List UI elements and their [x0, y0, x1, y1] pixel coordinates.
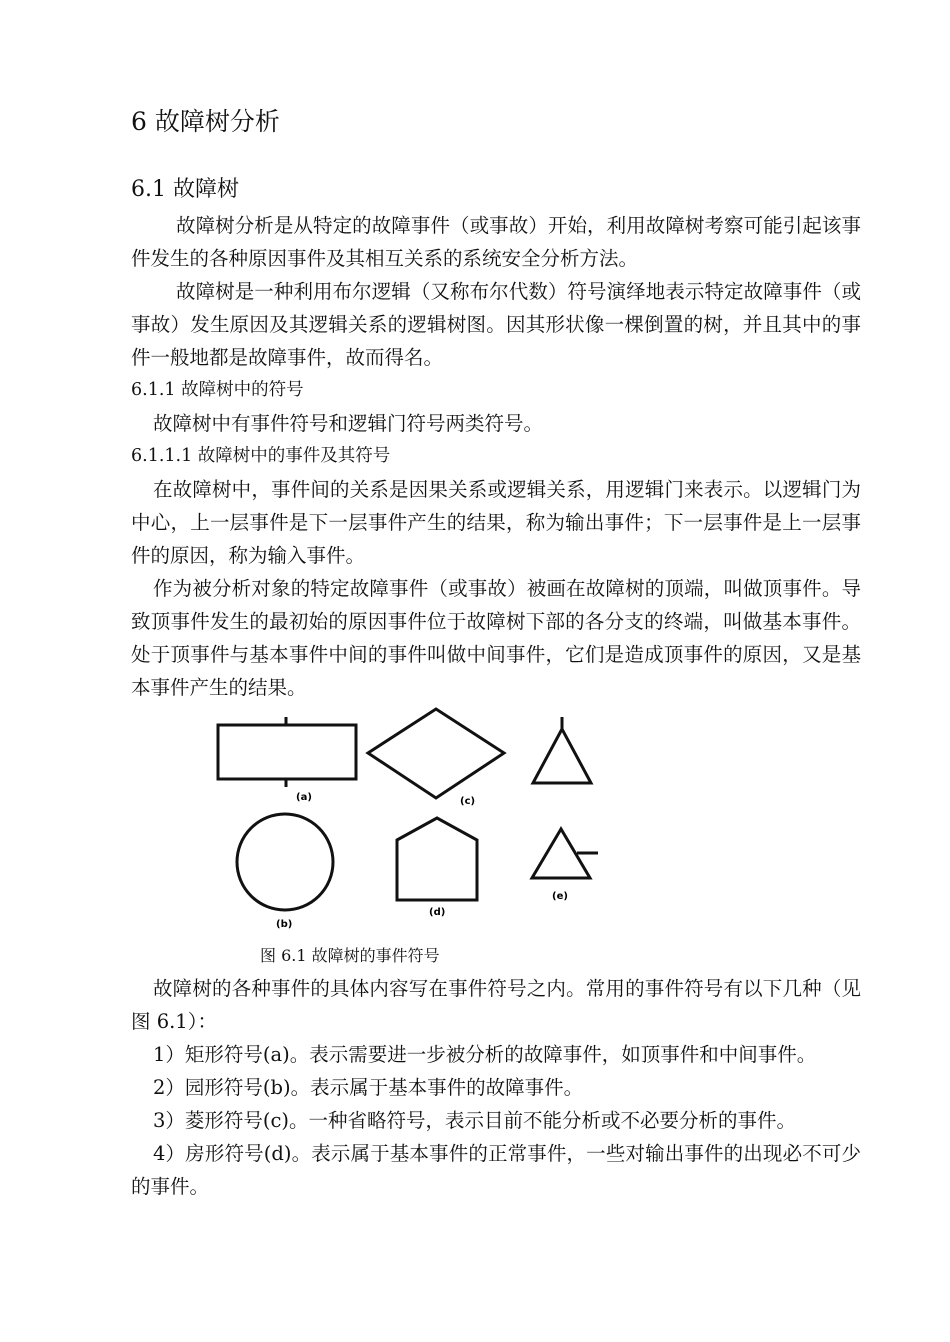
section-heading: 6.1 故障树 — [131, 177, 239, 202]
triangle-symbol — [533, 717, 591, 783]
subsubsection-heading: 6.1.1.1 故障树中的事件及其符号 — [131, 446, 391, 466]
circle-symbol — [237, 814, 333, 910]
event-symbols-figure — [200, 705, 620, 937]
events-paragraph-1: 在故障树中，事件间的关系是因果关系或逻辑关系，用逻辑门来表示。以逻辑门为中心，上一层事件是下一层事件产生的结果，称为输出事件；下一层事件是上一层事件的原因，称为输入事件。 — [131, 478, 861, 567]
events-paragraph-2: 作为被分析对象的特定故障事件（或事故）被画在故障树的顶端，叫做顶事件。导致顶事件发生的最初始的原因事件位于故障树下部的各分支的终端，叫做基本事件。处于顶事件与基本事件中间的事件叫做中间事件，它们是造成顶事件的原因，又是基本事件产生的结果。 — [131, 577, 861, 699]
after-figure-paragraph: 故障树的各种事件的具体内容写在事件符号之内。常用的事件符号有以下几种（见图 6.1）： — [131, 977, 861, 1033]
triangle-side-line-symbol — [532, 829, 598, 878]
list-item-diamond: 3）菱形符号(c)。一种省略符号，表示目前不能分析或不必要分析的事件。 — [153, 1109, 797, 1132]
symbol-list-block — [131, 972, 861, 1203]
rectangle-symbol — [218, 717, 356, 787]
list-item-circle: 2）园形符号(b)。表示属于基本事件的故障事件。 — [153, 1076, 584, 1099]
house-symbol — [397, 818, 477, 900]
label-d: (d) — [429, 907, 446, 918]
chapter-title: 6 故障树分析 — [131, 107, 280, 136]
figure-caption: 图 6.1 故障树的事件符号 — [260, 946, 440, 965]
intro-paragraph-1: 故障树分析是从特定的故障事件（或事故）开始，利用故障树考察可能引起该事件发生的各种原因事件及其相互关系的系统安全分析方法。 — [131, 214, 861, 270]
label-a: (a) — [296, 792, 312, 803]
label-c: (c) — [460, 796, 476, 807]
subsection-paragraph: 故障树中有事件符号和逻辑门符号两类符号。 — [153, 412, 544, 435]
list-item-house: 4）房形符号(d)。表示属于基本事件的正常事件，一些对输出事件的出现必不可少的事件。 — [131, 1142, 861, 1198]
intro-paragraph-2: 故障树是一种利用布尔逻辑（又称布尔代数）符号演绎地表示特定故障事件（或事故）发生原因及其逻辑关系的逻辑树图。因其形状像一棵倒置的树，并且其中的事件一般地都是故障事件，故而得名。 — [131, 280, 861, 369]
intro-block — [131, 209, 861, 704]
label-b: (b) — [276, 919, 293, 930]
subsection-heading: 6.1.1 故障树中的符号 — [131, 380, 304, 400]
list-item-rectangle: 1）矩形符号(a)。表示需要进一步被分析的故障事件，如顶事件和中间事件。 — [153, 1043, 817, 1066]
label-e: (e) — [552, 891, 568, 902]
diamond-symbol — [368, 709, 504, 798]
